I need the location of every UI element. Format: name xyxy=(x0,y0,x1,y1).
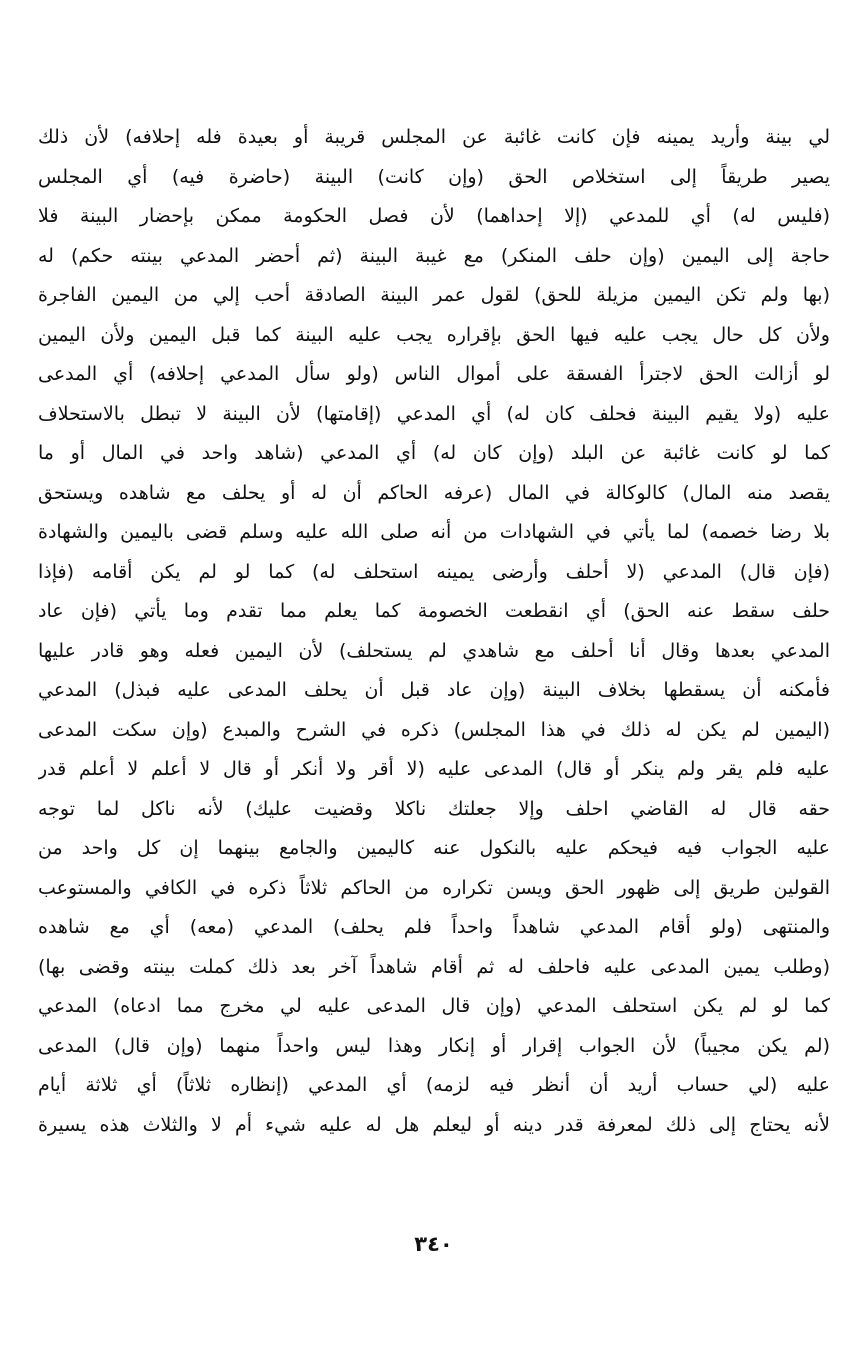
text-line: (لم يكن مجيباً) لأن الجواب إقرار أو إنكار وهذا ليس واحداً منهما (وإن قال) المدعى xyxy=(38,1034,830,1057)
text-line: حلف سقط عنه الحق) أي انقطعت الخصومة كما يعلم مما تقدم وما يأتي (فإن عاد xyxy=(38,600,830,622)
page-number: ٣٤٠ xyxy=(414,1232,453,1256)
text-line: لأنه يحتاج إلى ذلك لمعرفة قدر دينه أو ليعلم هل له عليه شيء أم لا والثلاث هذه يسيرة xyxy=(38,1113,830,1136)
text-line: كما لو كانت غائبة عن البلد (وإن كان له) أي المدعي (شاهد واحد في المال أو ما xyxy=(38,442,830,464)
text-line: يصير طريقاً إلى استخلاص الحق (وإن كانت) البينة (حاضرة فيه) أي المجلس xyxy=(38,165,830,188)
body-text xyxy=(38,118,830,1145)
text-line: حقه قال له القاضي احلف وإلا جعلتك ناكلا وقضيت عليك) لأنه ناكل لما توجه xyxy=(38,797,830,820)
text-line: عليه الجواب فيه فيحكم عليه بالنكول عنه كاليمين والجامع بينهما إن كل واحد من xyxy=(38,837,830,859)
text-line: والمنتهى (ولو أقام المدعي شاهداً واحداً فلم يحلف) المدعي (معه) أي مع شاهده xyxy=(38,916,830,938)
text-line: كما لو لم يكن استحلف المدعي (وإن قال المدعى عليه لي مخرج مما ادعاه) المدعي xyxy=(38,995,830,1017)
text-line: فأمكنه أن يسقطها بخلاف البينة (وإن عاد قبل أن يحلف المدعى عليه فبذل) المدعي xyxy=(38,679,830,701)
text-line: ولأن كل حال يجب عليه فيها الحق بإقراره يجب عليه البينة كما قبل اليمين ولأن اليمين xyxy=(38,323,830,346)
text-line: (فليس له) أي للمدعي (إلا إحداهما) لأن فصل الحكومة ممكن بإحضار البينة فلا xyxy=(38,205,830,227)
text-line: القولين طريق إلى ظهور الحق ويسن تكراره من الحاكم ثلاثاً ذكره في الكافي والمستوعب xyxy=(38,876,830,899)
text-line: عليه (لي حساب أريد أن أنظر فيه لزمه) أي المدعي (إنظاره ثلاثاً) أي ثلاثة أيام xyxy=(38,1074,830,1096)
text-line: لو أزالت الحق لاجترأ الفسقة على أموال الناس (ولو سأل المدعي إحلافه) أي المدعى xyxy=(38,363,830,385)
text-line: عليه فلم يقر ولم ينكر أو قال) المدعى عليه (لا أقر ولا أنكر أو قال لا أعلم لا أعلم قدر xyxy=(38,758,830,780)
text-line: عليه (ولا يقيم البينة فحلف كان له) أي المدعي (إقامتها) لأن البينة لا تبطل بالاستحلاف xyxy=(38,402,830,425)
text-line: لي بينة وأريد يمينه فإن كانت غائبة عن المجلس قريبة أو بعيدة فله إحلافه) لأن ذلك xyxy=(38,126,830,148)
text-line: (وطلب يمين المدعى عليه فاحلف له ثم أقام شاهداً آخر بعد ذلك كملت بينته وقضى بها) xyxy=(38,955,830,978)
text-line: بلا رضا خصمه) لما يأتي في الشهادات من أنه صلى الله عليه وسلم قضى باليمين والشهادة xyxy=(38,521,830,543)
text-line: المدعي بعدها وقال أنا أحلف مع شاهدي لم يستحلف) لأن اليمين فعله وهو قادر عليها xyxy=(38,639,830,662)
text-line: (اليمين لم يكن له ذلك في هذا المجلس) ذكره في الشرح والمبدع (وإن سكت المدعى xyxy=(38,718,830,741)
text-line: حاجة إلى اليمين (وإن حلف المنكر) مع غيبة البينة (ثم أحضر المدعي بينته حكم) له xyxy=(38,244,830,267)
text-line: (بها ولم تكن اليمين مزيلة للحق) لقول عمر البينة الصادقة أحب إلي من اليمين الفاجرة xyxy=(38,284,830,306)
text-line: يقصد منه المال) كالوكالة في المال (عرفه الحاكم أن له أو يحلف مع شاهده ويستحق xyxy=(38,481,830,504)
text-line: (فإن قال) المدعي (لا أحلف وأرضى يمينه استحلف له) كما لو لم يكن أقامه (فإذا xyxy=(38,560,830,583)
